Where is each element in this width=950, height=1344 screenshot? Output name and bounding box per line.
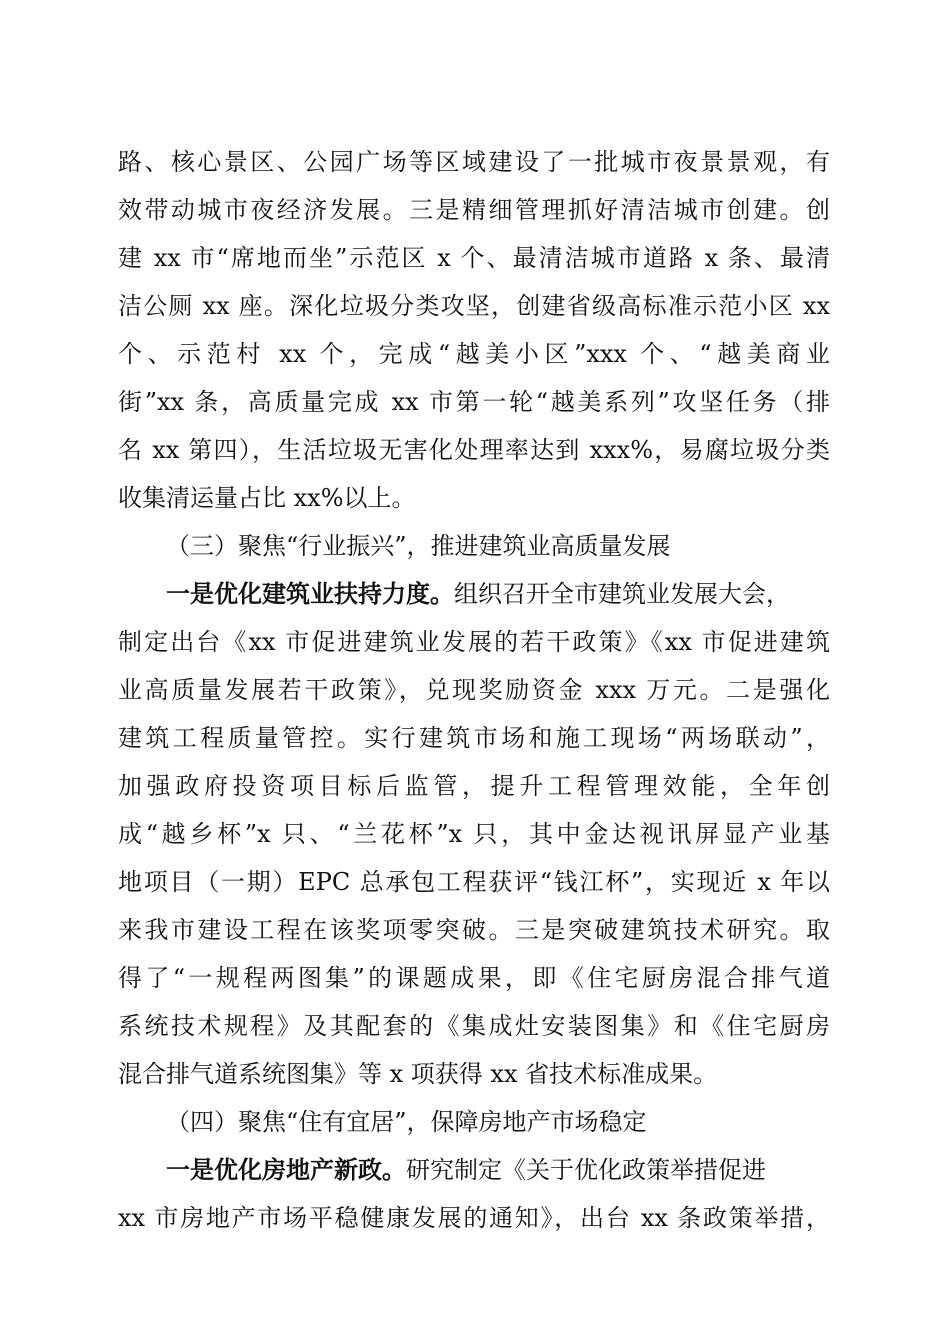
paragraph-first-line [166, 1154, 830, 1186]
paragraph-line: 混合排气道系统图集》等 x 项获得 xx 省技术标准成果。 [118, 1060, 718, 1088]
paragraph-line: 路、核心景区、公园广场等区域建设了一批城市夜景景观，有 [118, 148, 830, 176]
paragraph-first-line [166, 578, 830, 610]
paragraph-line: 街”xx 条，高质量完成 xx 市第一轮“越美系列”攻坚任务（排 [118, 388, 830, 416]
paragraph-line: 业高质量发展若干政策》，兑现奖励资金 xxx 万元。二是强化 [118, 676, 830, 704]
paragraph-line: 制定出台《xx 市促进建筑业发展的若干政策》《xx 市促进建筑 [118, 628, 830, 656]
paragraph-line: 收集清运量占比 xx%以上。 [118, 484, 416, 512]
paragraph-line: 效带动城市夜经济发展。三是精细管理抓好清洁城市创建。创 [118, 196, 830, 224]
paragraph-line: 得了“一规程两图集”的课题成果，即《住宅厨房混合排气道 [118, 964, 830, 992]
paragraph-line: 建 xx 市“席地而坐”示范区 x 个、最清洁城市道路 x 条、最清 [118, 244, 830, 272]
paragraph-line: xx 市房地产市场平稳健康发展的通知》，出台 xx 条政策举措， [118, 1204, 830, 1232]
paragraph-line: 名 xx 第四），生活垃圾无害化处理率达到 xxx%，易腐垃圾分类 [118, 436, 830, 464]
paragraph-lead: 一是优化建筑业扶持力度。 [166, 579, 454, 608]
paragraph-line: 建筑工程质量管控。实行建筑市场和施工现场“两场联动”， [118, 724, 830, 752]
section-heading-3: （三）聚焦“行业振兴”，推进建筑业高质量发展 [166, 532, 671, 560]
section-heading-4: （四）聚焦“住有宜居”，保障房地产市场稳定 [166, 1108, 647, 1136]
paragraph-line: 个、示范村 xx 个，完成“越美小区”xxx 个、“越美商业 [118, 340, 830, 368]
paragraph-line: 地项目（一期）EPC 总承包工程获评“钱江杯”，实现近 x 年以 [118, 868, 830, 896]
paragraph-line: 洁公厕 xx 座。深化垃圾分类攻坚，创建省级高标准示范小区 xx [118, 292, 830, 320]
paragraph-line: 系统技术规程》及其配套的《集成灶安装图集》和《住宅厨房 [118, 1012, 830, 1040]
paragraph-lead: 一是优化房地产新政。 [166, 1155, 406, 1184]
paragraph-line: 加强政府投资项目标后监管，提升工程管理效能，全年创 [118, 772, 830, 800]
paragraph-line: 成“越乡杯”x 只、“兰花杯”x 只，其中金达视讯屏显产业基 [118, 820, 830, 848]
paragraph-text: 研究制定《关于优化政策举措促进 [406, 1156, 766, 1184]
paragraph-text: 组织召开全市建筑业发展大会， [454, 580, 790, 608]
paragraph-line: 来我市建设工程在该奖项零突破。三是突破建筑技术研究。取 [118, 916, 830, 944]
